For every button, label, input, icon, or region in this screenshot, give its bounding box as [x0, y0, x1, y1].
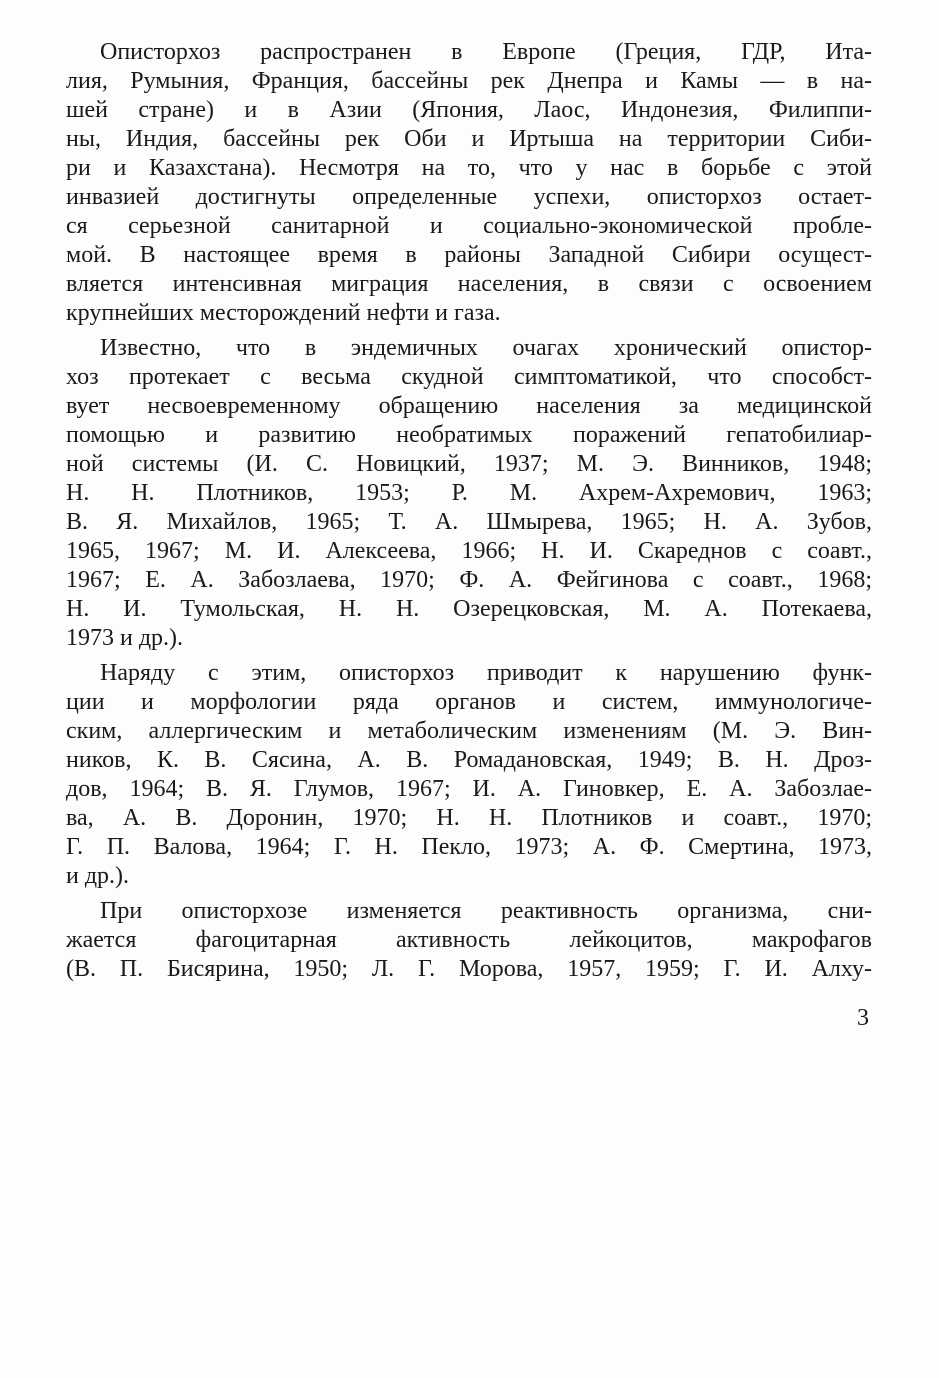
text-line: 1973 и др.). — [66, 625, 184, 651]
text-line: Описторхоз распространен в Европе (Греция, ГДР, Ита- — [100, 39, 872, 65]
text-line: инвазией достигнуты определенные успехи, описторхоз остает- — [66, 184, 872, 210]
text-line: помощью и развитию необратимых поражений гепатобилиар- — [66, 422, 872, 448]
text-line: Н. И. Тумольская, Н. Н. Озерецковская, М. А. Потекаева, — [66, 596, 872, 622]
text-line: Известно, что в эндемичных очагах хронический опистор- — [100, 335, 872, 361]
text-line: жается фагоцитарная активность лейкоцитов, макрофагов — [66, 927, 872, 953]
text-line: (В. П. Бисярина, 1950; Л. Г. Морова, 1957, 1959; Г. И. Алху- — [66, 956, 872, 982]
text-line: Г. П. Валова, 1964; Г. Н. Пекло, 1973; А. Ф. Смертина, 1973, — [66, 834, 872, 860]
page-number: 3 — [857, 1005, 869, 1031]
text-line: вует несвоевременному обращению населения за медицинской — [66, 393, 872, 419]
text-line: мой. В настоящее время в районы Западной Сибири осущест- — [66, 242, 872, 268]
text-line: 1967; Е. А. Забозлаева, 1970; Ф. А. Фейгинова с соавт., 1968; — [66, 567, 872, 593]
body-text — [66, 38, 872, 984]
text-line: ников, К. В. Сясина, А. В. Ромадановская, 1949; В. Н. Дроз- — [66, 747, 872, 773]
paragraph-4 — [66, 897, 872, 984]
text-line: Наряду с этим, описторхоз приводит к нарушению функ- — [100, 660, 872, 686]
text-line: ны, Индия, бассейны рек Оби и Иртыша на территории Сиби- — [66, 126, 872, 152]
text-line: и др.). — [66, 863, 130, 889]
text-line: В. Я. Михайлов, 1965; Т. А. Шмырева, 1965; Н. А. Зубов, — [66, 509, 872, 535]
paragraph-2 — [66, 334, 872, 653]
text-line: Н. Н. Плотников, 1953; Р. М. Ахрем-Ахремович, 1963; — [66, 480, 872, 506]
text-line: ся серьезной санитарной и социально-экономической пробле- — [66, 213, 872, 239]
text-line: крупнейших месторождений нефти и газа. — [66, 300, 501, 326]
text-line: ции и морфологии ряда органов и систем, иммунологиче- — [66, 689, 872, 715]
text-line: шей стране) и в Азии (Япония, Лаос, Индонезия, Филиппи- — [66, 97, 872, 123]
text-line: дов, 1964; В. Я. Глумов, 1967; И. А. Гиновкер, Е. А. Забозлае- — [66, 776, 872, 802]
paragraph-1 — [66, 38, 872, 328]
text-line: вляется интенсивная миграция населения, в связи с освоением — [66, 271, 872, 297]
text-line: ри и Казахстана). Несмотря на то, что у нас в борьбе с этой — [66, 155, 872, 181]
text-line: хоз протекает с весьма скудной симптоматикой, что способст- — [66, 364, 872, 390]
text-line: ной системы (И. С. Новицкий, 1937; М. Э. Винников, 1948; — [66, 451, 872, 477]
text-line: ва, А. В. Доронин, 1970; Н. Н. Плотников и соавт., 1970; — [66, 805, 872, 831]
paragraph-3 — [66, 659, 872, 891]
text-line: При описторхозе изменяется реактивность организма, сни- — [100, 898, 872, 924]
text-line: ским, аллергическим и метаболическим изменениям (М. Э. Вин- — [66, 718, 872, 744]
text-line: лия, Румыния, Франция, бассейны рек Днепра и Камы — в на- — [66, 68, 872, 94]
text-line: 1965, 1967; М. И. Алексеева, 1966; Н. И. Скареднов с соавт., — [66, 538, 872, 564]
